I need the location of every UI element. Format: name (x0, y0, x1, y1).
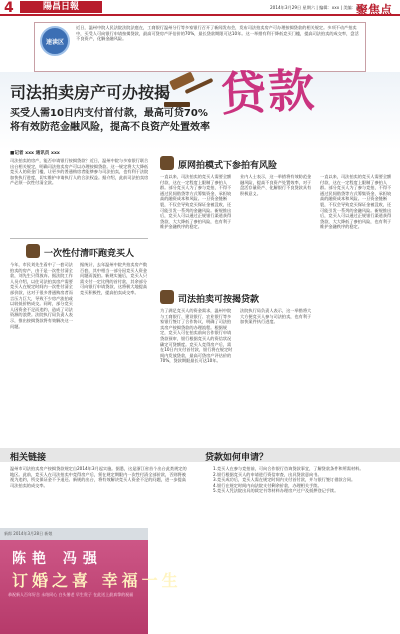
how-to-step: 2.银行根据竞买人的申请进行资信审查，出具贷款意向书。 (213, 471, 322, 477)
section-icon (26, 244, 40, 258)
one-stop-body-a: 今年，市民刘先生看中了一套司法拍卖的房产，由于是一次性付清全款，刘先生只得放弃。据法院工作人员介绍，以往司法拍卖房产需要竞买人在规定时间内一次性付清全部价款，这对于很多普通购房者而言压力巨大，导致不少房产流拍或以较低价格成交。同时，部分竞买人因资金不足而违约，造成了司法资源的浪费。法院执行局负责人表示，推出按揭贷款将有效解决这一问题。 (10, 262, 73, 329)
summary-text: 近日，温州中院人民法院法院法庭在，工商银行温州分行等多家银行召开了新闻发布会，发布司法拍卖房产可办理按揭贷款的相关规定。多项不动产拍卖中，买受人可向银行申请按揭贷款，最高可贷房产评估价的70%，最长贷款期限可达10年。这一举措有利于降低竞买门槛，提高司法拍卖的成交率，盘活不良资产，化解金融风险。 (76, 25, 359, 42)
section-name: 聚焦点 (356, 3, 393, 17)
how-to-list (205, 466, 395, 628)
page-number: 4 (4, 0, 14, 16)
one-stop-body-b: 据统计，去年温州中院共拍卖房产数百套，其中相当一部分因竞买人资金问题而流拍。新规实施后，竞买人只需支付一定比例的首付款，其余部分可向银行申请贷款，这将极大地提高竞买积极性，提高拍卖成交率。 (80, 262, 148, 295)
section-title-mortgage: 司法拍卖可按揭贷款 (178, 295, 260, 305)
how-to-step: 1.竞买人在参与竞拍前，可向合作银行咨询贷款事宜，了解贷款条件和所需材料。 (213, 466, 364, 471)
how-to-step: 5.竞买人凭法院出具的裁定书等材料办理房产过户及抵押登记手续。 (213, 488, 339, 494)
section-title-one-stop: 一次性付清吓跑竞买人 (44, 249, 135, 259)
ad-top-text: 新郎 2014年3月28日 新娘 (0, 528, 148, 540)
summary-badge: 速读区 (40, 26, 70, 56)
mortgage-body-a: 为了满足竞买人的资金需求，温州中院与工商银行、建设银行、农业银行等多家银行签订了合作协议，明确了司法拍卖房产按揭贷款的办理流程。根据规定，竞买人可在拍卖前向合作银行申请贷款预审，银行根据竞买人的资信状况确定可贷额度。竞买人竞得房产后，需在10日内支付首付款，银行将在规定时间内发放贷款，最高可贷房产评估价的70%，贷款期限最长可达10年。 (160, 308, 233, 364)
section-icon (160, 290, 174, 304)
newspaper-name: 陽昌日報 (20, 1, 102, 13)
how-to-step: 3.竞买成功后，竞买人需在规定时间内支付首付款，并与银行签订借款合同。 (213, 477, 356, 483)
risk-body-a: 一直以来，司法拍卖的竞买人需要全额付款，这在一定程度上限制了参拍人群。部分竞买人为了参与竞拍，不得不通过民间借贷等方式筹集资金，承担较高的融资成本和风险。一旦资金链断裂，不仅会导致竞买保证金被没收，还可能引发一系列的金融风险。新规推出后，竞买人可以通过正规银行渠道获得贷款，大大降低了参拍风险，也有利于维护金融秩序的稳定。 (160, 174, 232, 230)
dateline: 2014年3月29日 星期六 | 编辑：xxx | 美编：xxx (270, 5, 364, 10)
hero-loan-word: 贷款 (218, 62, 318, 122)
main-headline: 司法拍卖房产可办按揭 (10, 83, 171, 102)
deck-line-1: 买受人需10日内支付首付款，最高可贷70% (10, 108, 208, 119)
deck-line-2: 将有效防范金融风险，提高不良资产处置效率 (10, 122, 210, 133)
byline: ■记者 xxx 通讯员 xxx (10, 151, 60, 156)
ad-subtext: 恭祝新人百年好合 永结同心 白头偕老 早生贵子 在此送上最真挚的祝福 (8, 592, 134, 597)
how-to-step: 4.银行在规定时间内向法院支付剩余价款，办理相关手续。 (213, 482, 322, 488)
mortgage-body-b: 法院执行局负责人表示，这一举措将大大方便竞买人参与司法拍卖，也有利于加快案件执行进度。 (240, 308, 312, 325)
section-title-risk: 原网拍模式下参拍有风险 (178, 161, 278, 171)
divider (10, 238, 148, 239)
ad-names: 陈艳 冯强 (12, 551, 103, 567)
related-body: 温州市司法拍卖房产按揭贷款规定自2014年3月起实施。据悉，这是浙江省首个出台此类规定的地区。此前，竞买人在司法拍卖中竞得房产后，须在规定期限内一次性付清全部价款，否则将被视为违约，所交保证金不予退还。新规的出台，将有效解决竞买人资金不足的问题，进一步提高司法拍卖的成交率。 (10, 466, 187, 488)
risk-body-b: 业内人士表示，这一举措将有效防范金融风险，提高不良资产处置效率，对于盘活存量资产、化解银行不良贷款具有积极意义。 (240, 174, 312, 196)
how-to-title: 贷款如何申请？ (205, 453, 269, 463)
section-icon (160, 156, 174, 170)
lead-paragraph: 司法拍卖的房产，能否申请银行按揭贷款？近日，温州中院与多家银行联合出台相关规定，明确司法拍卖房产可以办理按揭贷款。这一规定将大大降低竞买人的资金门槛，让更多的普通购房者能够参与司法拍卖，也有利于法院加快执行进度，切实维护申请执行人的合法权益。据介绍，此前司法拍卖房产必须一次性付清全款。 (10, 158, 149, 186)
right-column-text: 一直以来，司法拍卖的竞买人需要全额付款，这在一定程度上限制了参拍人群。部分竞买人为了参与竞拍，不得不通过民间借贷等方式筹集资金，承担较高的融资成本和风险。一旦资金链断裂，不仅会导致竞买保证金被没收，还可能引发一系列的金融风险。新规推出后，竞买人可以通过正规银行渠道获得贷款，大大降低了参拍风险，也有利于维护金融秩序的稳定。 (320, 174, 392, 230)
related-band (0, 448, 400, 462)
related-title: 相关链接 (10, 453, 47, 463)
ad-tagline: 订婚之喜 幸福一生 (12, 571, 182, 590)
